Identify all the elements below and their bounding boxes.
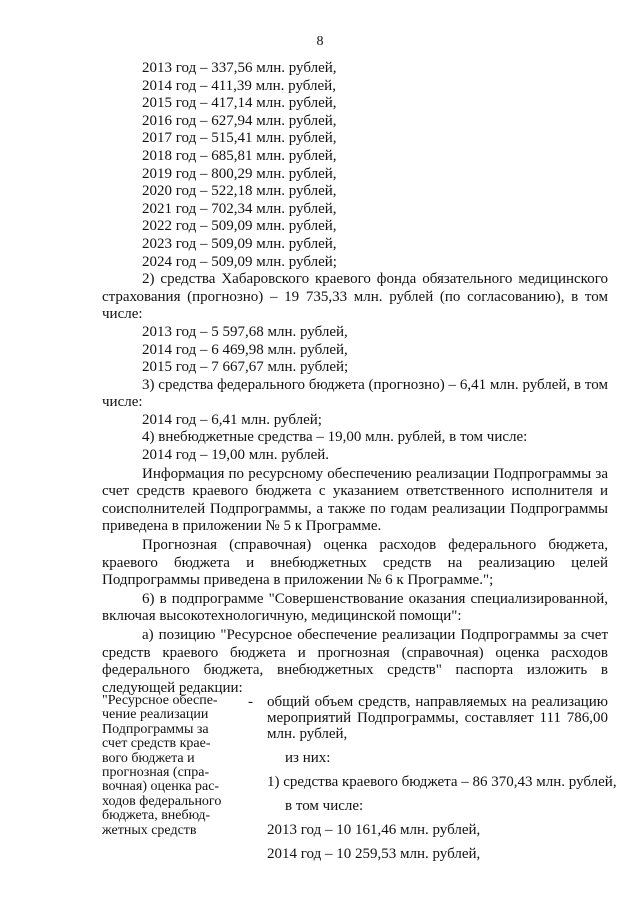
total-volume: общий объем средств, направляемых на реализацию мероприятий Подпрограммы, составляет 111 786,00 млн. рублей, [267,694,608,742]
document-body [102,60,608,697]
label-line: вочная) оценка рас- [102,779,220,795]
year-line: 2015 год – 7 667,67 млн. рублей; [142,359,349,376]
label-line: Подпрограммы за [102,721,209,737]
passport-label [102,694,252,838]
paragraph-item-a: а) позицию "Ресурсное обеспечение реализации Подпрограммы за счет средств краевого бюджета и прогнозная (справочная) оценка расходов федерального бюджета, внебюджетных средств" паспорта изложить в следующей редакции: [102,627,608,696]
passport-dash: - [248,694,253,710]
of-them: из них: [285,750,331,766]
paragraph-federal: 3) средства федерального бюджета (прогнозно) – 6,41 млн. рублей, в том числе: [102,376,608,411]
year-line: 2017 год – 515,41 млн. рублей, [142,130,337,147]
year-line: 2018 год – 685,81 млн. рублей, [142,147,337,164]
year-line: 2014 год – 6,41 млн. рублей; [142,411,322,428]
label-line: бюджета, внебюд- [102,808,211,824]
label-line: жетных средств [102,822,197,838]
paragraph-oms: 2) средства Хабаровского краевого фонда обязательного медицинского страхования (прогнозно) – 19 735,33 млн. рублей (по согласованию), в том числе: [102,271,608,323]
year-line: 2024 год – 509,09 млн. рублей; [142,253,337,270]
regional-budget-line: 1) средства краевого бюджета – 86 370,43 млн. рублей, [267,774,617,790]
label-line: "Ресурсное обеспе- [102,693,218,708]
year-line: 2021 год – 702,34 млн. рублей, [142,200,337,217]
year-line: 2015 год – 417,14 млн. рублей, [142,95,337,112]
year-list-oms [102,324,608,377]
year-line: 2019 год – 800,29 млн. рублей, [142,165,337,182]
line-extra-budget: 4) внебюджетные средства – 19,00 млн. рублей, в том числе: [142,429,528,446]
including: в том числе: [285,798,364,814]
passport-value [267,694,617,862]
label-line: счет средств крае- [102,736,211,752]
year-line: 2014 год – 10 259,53 млн. рублей, [267,846,481,862]
year-line: 2013 год – 337,56 млн. рублей, [142,60,337,76]
label-line: ходов федерального [102,793,222,809]
paragraph-forecast: Прогнозная (справочная) оценка расходов федерального бюджета, краевого бюджета и внебюджетных средств на реализацию целей Подпрограммы приведена в приложении № 6 к Программе."; [102,537,608,589]
label-line: вого бюджета и [102,750,195,766]
year-line: 2023 год – 509,09 млн. рублей, [142,235,337,252]
year-line: 2016 год – 627,94 млн. рублей, [142,112,337,129]
year-line: 2020 год – 522,18 млн. рублей, [142,183,337,200]
year-line: 2022 год – 509,09 млн. рублей, [142,218,337,235]
label-line: чение реализации [102,707,209,723]
paragraph-item-6: 6) в подпрограмме "Совершенствование оказания специализированной, включая высокотехнологичную, медицинской помощи": [102,590,608,625]
year-list-regional [102,60,608,271]
year-line: 2013 год – 10 161,46 млн. рублей, [267,822,481,838]
year-line: 2014 год – 19,00 млн. рублей. [142,447,330,464]
paragraph-info: Информация по ресурсному обеспечению реализации Подпрограммы за счет средств краевого бюджета с указанием ответственного исполнителя и соисполнителей Подпрограммы, а также по годам реализации Подпрограммы приведена в приложении № 5 к Программе. [102,465,608,535]
year-line: 2013 год – 5 597,68 млн. рублей, [142,323,348,340]
year-line: 2014 год – 6 469,98 млн. рублей, [142,341,348,358]
label-line: прогнозная (спра- [102,765,210,781]
page-number: 8 [316,34,324,49]
year-line: 2014 год – 411,39 млн. рублей, [142,77,336,94]
